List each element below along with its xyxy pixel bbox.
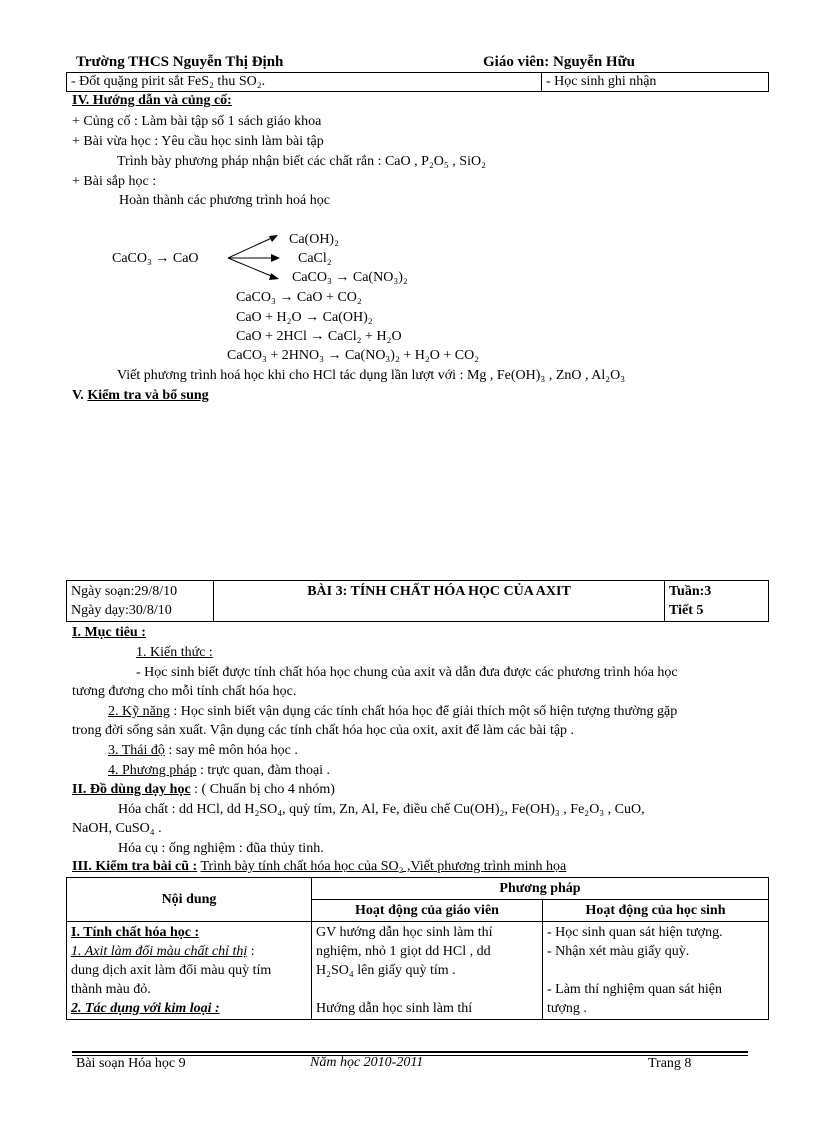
knowledge-text2: tương đương cho mỗi tính chất hóa học. xyxy=(72,684,297,699)
student-line2: - Nhận xét màu giấy quỳ. xyxy=(547,944,690,959)
scheme-eq4: CaCO₃ + 2HNO₃ → Ca(NO₃)₂ + H₂O + CO₂ xyxy=(227,348,480,363)
check-title: III. Kiểm tra bài cũ : xyxy=(72,859,198,874)
content-line2-colon: : xyxy=(250,944,255,959)
attitude-line xyxy=(108,743,298,759)
lesson-title: BÀI 3: TÍNH CHẤT HÓA HỌC CỦA AXIT xyxy=(214,581,665,622)
attitude-label: 3. Thái độ xyxy=(108,743,165,758)
section5-prefix: V. xyxy=(72,388,88,403)
content-cell xyxy=(67,922,312,1020)
school-name: Trường THCS Nguyễn Thị Định xyxy=(76,54,284,70)
footer-left: Bài soạn Hóa học 9 xyxy=(76,1056,186,1071)
scheme-start: CaCO₃ → CaO xyxy=(112,251,199,266)
scheme-eq2: CaO + H₂O → Ca(OH)₂ xyxy=(236,310,373,325)
scheme-task: Viết phương trình hoá học khi cho HCl tác dụng lần lượt với : Mg , Fe(OH)₃ , ZnO , Al₂O₃ xyxy=(117,368,626,383)
lesson-week: Tuần:3 xyxy=(669,584,712,599)
date-prep: Ngày soạn:29/8/10 xyxy=(71,584,178,599)
content-line2 xyxy=(71,942,307,961)
section4-line3: Trình bày phương pháp nhận biết các chất rắn : CaO , P₂O₅ , SiO₂ xyxy=(117,154,486,169)
student-cell xyxy=(543,922,769,1020)
scheme-eq1: CaCO₃ → CaO + CO₂ xyxy=(236,290,362,305)
section4-title: IV. Hướng dẫn và củng cố: xyxy=(72,93,232,108)
scheme-eq3: CaO + 2HCl → CaCl₂ + H₂O xyxy=(236,329,402,344)
section5-title xyxy=(72,388,209,404)
skills-line xyxy=(108,704,677,720)
tools-title: II. Đồ dùng dạy học xyxy=(72,782,191,797)
content-line5: 2. Tác dụng với kim loại : xyxy=(71,1001,220,1016)
teacher-line5: Hướng dẫn học sinh làm thí xyxy=(316,1001,473,1016)
student-line1: - Học sinh quan sát hiện tượng. xyxy=(547,925,723,940)
branch-arrows xyxy=(226,232,290,282)
date-teach: Ngày dạy:30/8/10 xyxy=(71,603,172,618)
content-line4: thành màu đỏ. xyxy=(71,982,151,997)
attitude-text: : say mê môn hóa học . xyxy=(168,743,298,758)
knowledge-text1: - Học sinh biết được tính chất hóa học chung của axit và dẫn đưa được các phương trình hóa học xyxy=(136,665,678,680)
teacher-line2: nghiệm, nhỏ 1 giọt dd HCl , dd xyxy=(316,944,491,959)
objectives-title xyxy=(72,625,146,641)
table-header-method: Phương pháp xyxy=(312,878,769,900)
footer-right: Trang 8 xyxy=(648,1056,692,1071)
tools-title-note: : ( Chuẩn bị cho 4 nhóm) xyxy=(194,782,335,797)
top-row-left: - Đốt quặng pirit sắt FeS₂ thu SO₂. xyxy=(67,73,542,92)
tools-chem2: NaOH, CuSO₄ . xyxy=(72,821,162,836)
scheme-branch2: CaCl₂ xyxy=(298,251,332,266)
skills-text2: trong đời sống sản xuất. Vận dụng các tính chất hóa học của oxit, axit để làm các bài tập . xyxy=(72,723,575,738)
tools-equip: Hóa cụ : ống nghiệm : đũa thủy tinh. xyxy=(118,841,324,856)
activity-table xyxy=(66,877,769,1020)
scheme-branch1: Ca(OH)₂ xyxy=(289,232,339,247)
teacher-name: Giáo viên: Nguyễn Hữu xyxy=(483,54,635,70)
teacher-line1: GV hướng dẫn học sinh làm thí xyxy=(316,925,493,940)
table-header-content: Nội dung xyxy=(67,878,312,922)
content-line2-label: 1. Axit làm đổi màu chất chỉ thị xyxy=(71,944,248,959)
skills-text1: : Học sinh biết vận dụng các tính chất hóa học để giải thích một số hiện tượng thường gặp xyxy=(173,704,678,719)
objectives-title-text: I. Mục tiêu : xyxy=(72,625,146,640)
section5-label: Kiểm tra và bổ sung xyxy=(87,388,209,403)
content-line3: dung dịch axit làm đổi màu quỳ tím xyxy=(71,963,272,978)
tools-chem1: Hóa chất : dd HCl, dd H₂SO₄, quỳ tím, Zn, Al, Fe, điều chế Cu(OH)₂, Fe(OH)₃ , Fe₂O₃ , CuO, xyxy=(118,802,645,817)
skills-label: 2. Kỹ năng xyxy=(108,704,170,719)
method-line xyxy=(108,763,330,779)
check-line xyxy=(72,859,566,875)
content-line1: I. Tính chất hóa học : xyxy=(71,925,200,940)
footer-center: Năm học 2010-2011 xyxy=(310,1055,424,1070)
section4-line2: + Bài vừa học : Yêu cầu học sinh làm bài tập xyxy=(72,134,324,149)
section4-line5: Hoàn thành các phương trình hoá học xyxy=(119,193,330,208)
lesson-period: Tiết 5 xyxy=(669,603,704,618)
table-row xyxy=(67,922,769,1020)
student-spacer xyxy=(547,961,764,980)
lesson-header-table xyxy=(66,580,769,622)
method-label: 4. Phương pháp xyxy=(108,763,197,778)
table-header-teacher: Hoạt động của giáo viên xyxy=(312,900,543,922)
scheme-branch3: CaCO₃ → Ca(NO₃)₂ xyxy=(292,270,408,285)
tools-title-line xyxy=(72,782,335,798)
lesson-dates xyxy=(67,581,214,622)
top-row-right: - Học sinh ghi nhận xyxy=(542,73,769,92)
teacher-cell xyxy=(312,922,543,1020)
student-line4: - Làm thí nghiệm quan sát hiện xyxy=(547,982,722,997)
teacher-line3: H₂SO₄ lên giấy quỳ tím . xyxy=(316,963,456,978)
lesson-week-period xyxy=(665,581,769,622)
table-header-student: Hoạt động của học sinh xyxy=(543,900,769,922)
section4-line4: + Bài sắp học : xyxy=(72,174,157,189)
section4-line1: + Củng cố : Làm bài tập số 1 sách giáo khoa xyxy=(72,114,322,129)
student-line5: tượng . xyxy=(547,1001,587,1016)
check-text: Trình bày tính chất hóa học của SO₂ ,Viết phương trình minh họa xyxy=(200,859,567,874)
knowledge-label: 1. Kiến thức : xyxy=(136,645,213,660)
top-continuation-table xyxy=(66,72,769,92)
footer-rule-thick xyxy=(72,1051,748,1053)
method-text: : trực quan, đàm thoại . xyxy=(200,763,331,778)
teacher-spacer xyxy=(316,980,538,999)
